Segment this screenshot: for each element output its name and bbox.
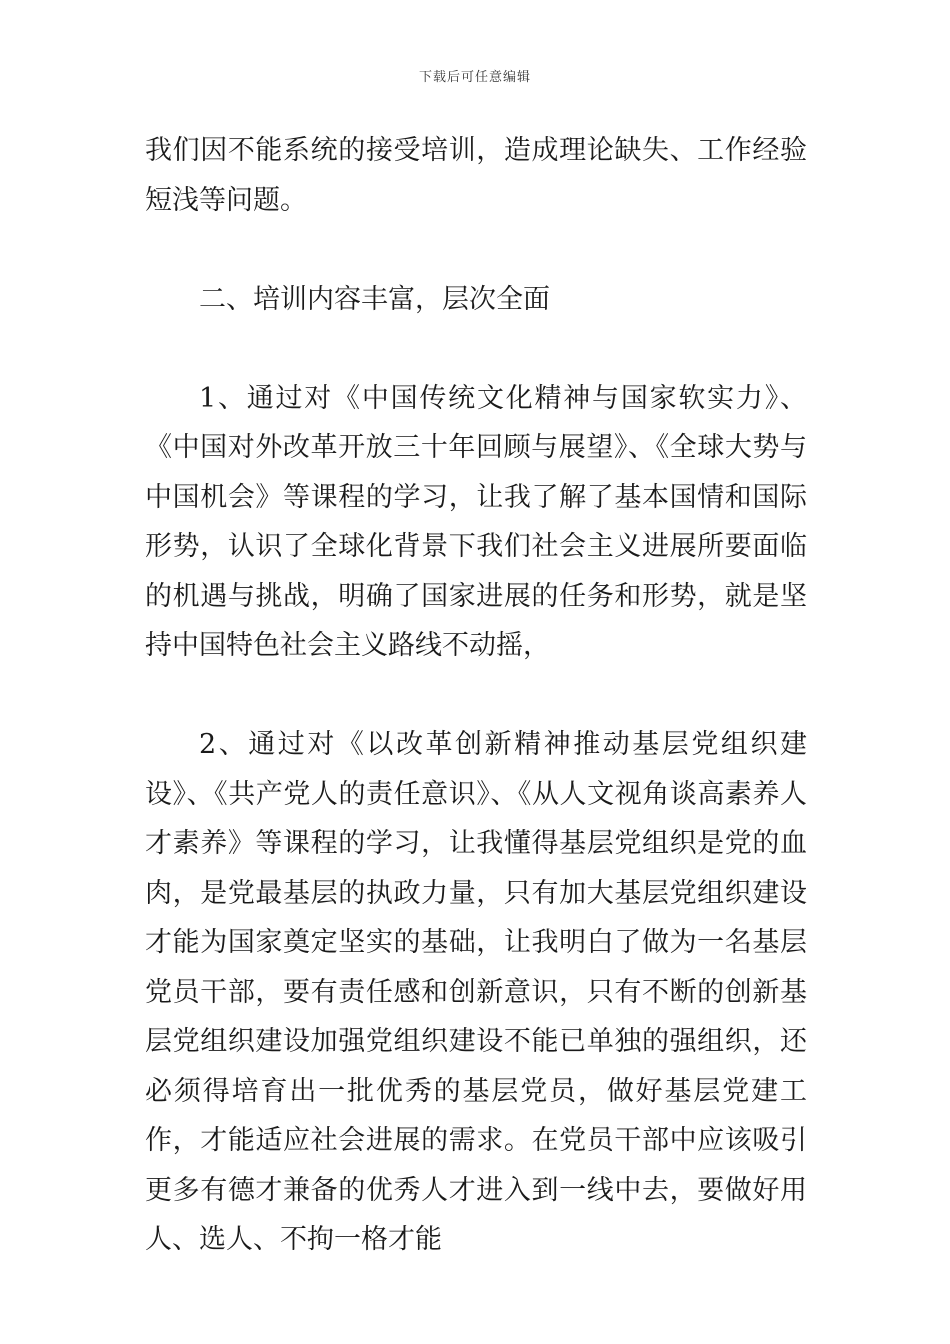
- header-note: 下载后可任意编辑: [418, 70, 531, 85]
- document-body: [145, 126, 807, 1265]
- section-heading: 二、培训内容丰富，层次全面: [199, 283, 550, 315]
- paragraph-item-1: 1、通过对《中国传统文化精神与国家软实力》、《中国对外改革开放三十年回顾与展望》、《全球大势与中国机会》等课程的学习，让我了解了基本国情和国际形势，认识了全球化背景下我们社会主义进展所要面临的机遇与挑战，明确了国家进展的任务和形势，就是坚持中国特色社会主义路线不动摇，: [145, 382, 807, 661]
- paragraph-continuation: 我们因不能系统的接受培训，造成理论缺失、工作经验短浅等问题。: [145, 135, 807, 216]
- paragraph-spacer: [145, 671, 807, 721]
- paragraph-item-2: 2、通过对《以改革创新精神推动基层党组织建设》、《共产党人的责任意识》、《从人文视角谈高素养人才素养》等课程的学习，让我懂得基层党组织是党的血肉，是党最基层的执政力量，只有加大基层党组织建设才能为国家奠定坚实的基础，让我明白了做为一名基层党员干部，要有责任感和创新意识，只有不断的创新基层党组织建设加强党组织建设不能已单独的强组织，还必须得培育出一批优秀的基层党员，做好基层党建工作，才能适应社会进展的需求。在党员干部中应该吸引更多有德才兼备的优秀人才进入到一线中去，要做好用人、选人、不拘一格才能: [145, 729, 807, 1255]
- paragraph-spacer: [145, 225, 807, 275]
- paragraph-spacer: [145, 324, 807, 374]
